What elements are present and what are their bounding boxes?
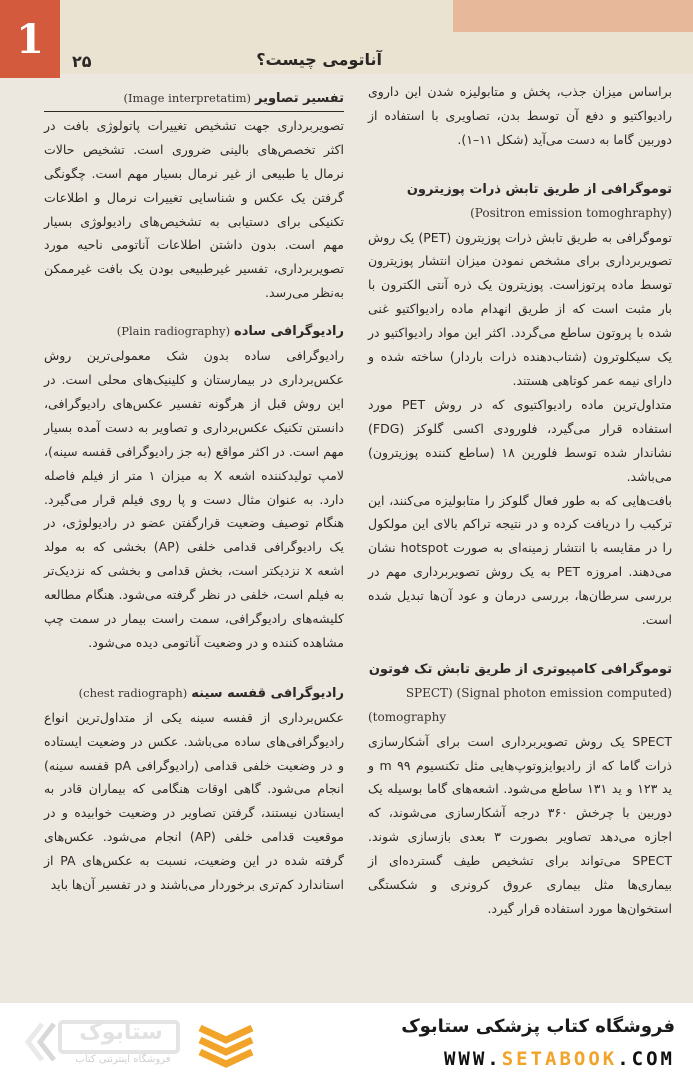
- url-suffix: .COM: [617, 1048, 675, 1070]
- plain-heading-en: (Plain radiography): [116, 324, 231, 339]
- store-title: فروشگاه کتاب پزشکی ستابوک: [401, 1016, 675, 1037]
- intro-paragraph: براساس میزان جذب، پخش و متابولیزه شدن این داروی رادیواکتیو و دفع آن توسط بدن، تصاویری با استفاده از دوربین گاما به دست می‌آید (شکل ۱۱–۱).: [368, 84, 672, 147]
- pet-paragraph-1: توموگرافی به طریق تابش ذرات پوزیترون (PET) یک روش تصویربرداری برای مشخص نمودن میزان انتشار پوزیترون توسط ماده پرتوزاست. پوزیترون یک ذره آنتی الکترون با بار مثبت است که از طریق انهدام ماده رادیواکتیو غنی شده با پروتون ساطع می‌گردد. اکثر این مواد رادیواکتیو در یک سیکلوترون (شتاب‌دهنده ذرات باردار) ساخته شده و دارای نیمه عمر کوتاهی هستند.: [368, 229, 672, 388]
- spect-heading-en-2: (tomography: [368, 709, 447, 724]
- plain-paragraph: رادیوگرافی ساده بدون شک معمولی‌ترین روش عکس‌برداری در بیمارستان و کلینیک‌های محلی است. در این روش قبل از هرگونه تفسیر عکس‌های رادیوگرافی، دانستن تکنیک عکس‌برداری و تصاویر به دست آمده بسیار مهم است. در اکثر مواقع (به جز رادیوگرافی قفسه سینه)، لامپ تولیدکننده اشعه X به میزان ۱ متر از فیلم فاصله دارد. به عنوان مثال دست و پا روی فیلم قرار می‌گیرد. هنگام توصیف وضعیت قرارگفتن عضو در رادیولوژی، در یک رادیوگرافی قدامی خلفی (AP) بخشی که به مولد اشعه x نزدیکتر است، بخش قدامی و بخشی که نزدیک‌تر به فیلم است، خلفی در نظر گرفته می‌شود. هنگام مطالعه کلیشه‌های رادیوگرافی، سمت راست بیمار در سمت چپ مشاهده کننده و در وضعیت آناتومی دیده می‌شود.: [44, 348, 345, 650]
- store-url[interactable]: [325, 1048, 675, 1070]
- spect-heading-en-1: SPECT) (Signal photon emission computed): [405, 685, 672, 700]
- logo-text: ستابوک: [79, 1020, 163, 1045]
- pet-paragraph-3: بافت‌هایی که به طور فعال گلوکز را متابولیزه می‌کنند، این ترکیب را دریافت کرده و در نتیجه تراکم بالای این مولکول را در مقایسه با انتشار زمینه‌ای به صورت hotspot نشان می‌دهند. امروزه PET به یک روش تصویربرداری مهم در بررسی سرطان‌ها، بررسی درمان و عود آن‌ها تبدیل شده است.: [368, 492, 672, 628]
- chapter-tab: 1: [0, 0, 60, 78]
- right-column: [368, 80, 672, 921]
- pet-heading: توموگرافی از طریق تابش ذرات پوزیترون: [406, 181, 672, 197]
- left-column: [44, 86, 344, 897]
- chest-paragraph: عکس‌برداری از قفسه سینه یکی از متداول‌ترین انواع رادیوگرافی‌های ساده می‌باشد. عکس در وضعیت ایستاده و در وضعیت خلفی قدامی (رادیوگرافی pA قفسه سینه) انجام می‌شود. گاهی اوقات هنگامی که بیماران قادر به ایستادن نیستند، گرفتن تصاویر در وضعیت خوابیده و در موقعیت قدامی خلفی (AP) انجام می‌شود. عکس‌های گرفته شده در این وضعیت، نسبت به عکس‌های PA از استاندارد کم‌تری برخوردار می‌باشند و در تفسیر آن‌ها باید: [44, 709, 345, 893]
- store-logo: [18, 1014, 268, 1070]
- chest-heading-en: (chest radiograph): [78, 685, 188, 700]
- interp-heading-en: (Image interpretatim): [123, 91, 251, 105]
- plain-heading: رادیوگرافی ساده: [234, 324, 344, 340]
- spect-paragraph: SPECT یک روش تصویربرداری است برای آشکارسازی ذرات گاما که از رادیوایزوتوپ‌هایی مثل تکنسیوم m ۹۹ و ید ۱۲۳ و ید ۱۳۱ ساطع می‌شود. اشعه‌های گاما بوسیله یک دوربین با چرخش ۳۶۰ درجه آشکارسازی می‌شوند، که اجازه می‌دهد تصاویر بصورت ۳ بعدی بازسازی شوند. SPECT می‌تواند برای تشخیص طیف گسترده‌ای از بیماری‌ها مثل بیماری عروق کرونری و شکستگی استخوان‌ها مورد استفاده قرار گیرد.: [368, 733, 673, 916]
- page-number: ۲۵: [72, 52, 92, 71]
- spect-heading: توموگرافی کامپیوتری از طریق تابش تک فوتون: [368, 661, 672, 677]
- logo-subtext: فروشگاه اینترنتی کتاب: [75, 1054, 171, 1065]
- interp-heading: تفسیر تصاویر: [254, 91, 344, 106]
- header-accent-band: [453, 0, 693, 32]
- interp-heading-row: [44, 86, 344, 112]
- interp-paragraph: تصویربرداری جهت تشخیص تغییرات پاتولوژی بافت در اکثر تخصص‌های بالینی ضروری است. تشخیص حالات نرمال یا طبیعی از غیر نرمال بسیار مهم است. چگونگی گرفتن یک عکس و شناسایی تغییرات نرمال و اطلاعات تکنیکی برای دستیابی به تشخیص‌های رادیولوژی بسیار مهم است. بدون داشتن اطلاعات آناتومی ناحیه مورد تصویربرداری، تفسیر غیرطبیعی بودن یک بافت غیرممکن به‌نظر می‌رسد.: [44, 117, 344, 301]
- url-prefix: WWW.: [443, 1048, 502, 1070]
- running-head: آناتومی چیست؟: [256, 50, 382, 69]
- chest-heading: رادیوگرافی قفسه سینه: [191, 685, 344, 701]
- chest-heading-row: [44, 681, 344, 706]
- plain-heading-row: [44, 319, 344, 344]
- pet-paragraph-2: متداول‌ترین ماده رادیواکتیوی که در روش PET مورد استفاده قرار می‌گیرد، فلورودی اکسی گلوکز (FDG) نشاندار شده توسط فلورین ۱۸ (ساطع کننده پوزیترون) می‌باشد.: [368, 396, 673, 484]
- url-brand: SETABOOK: [501, 1048, 618, 1070]
- pet-heading-en: (Positron emission tomoghraphy): [470, 205, 672, 220]
